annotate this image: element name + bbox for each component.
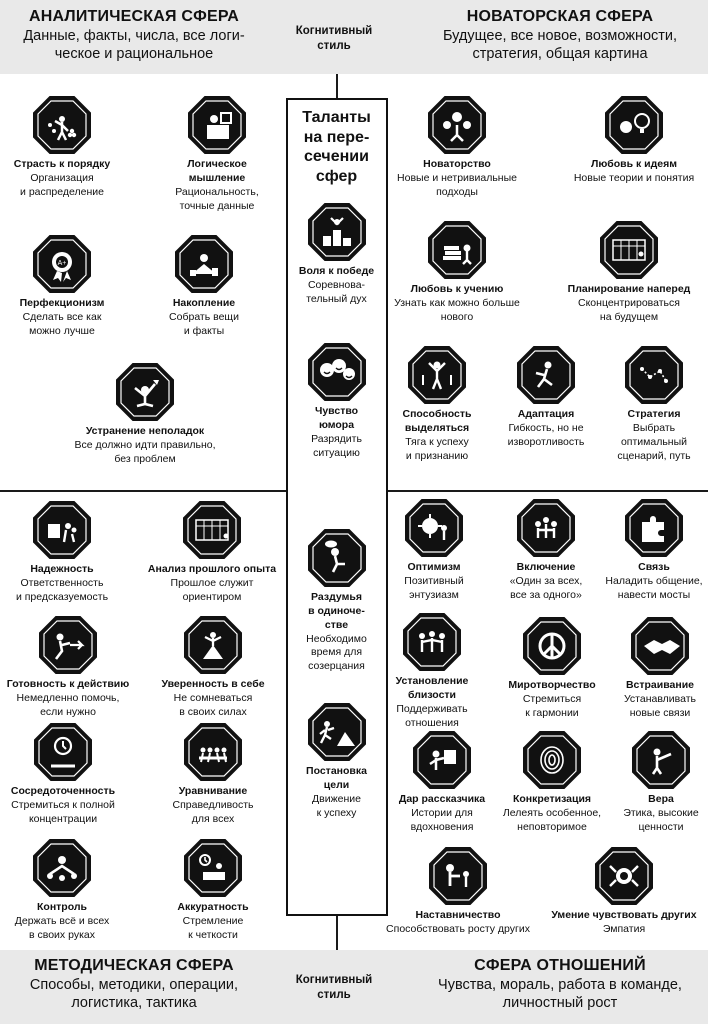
talent-desc: без проблем (114, 452, 176, 465)
horizontal-axis-right (388, 490, 708, 492)
relations-talent (496, 730, 608, 835)
talent-name: Надежность (30, 563, 94, 575)
inclusion-icon-wrap (516, 498, 576, 558)
talent-name: Перфекционизм (19, 297, 105, 309)
adapt-icon (516, 345, 576, 405)
smiley-faces-icon-wrap (307, 342, 367, 402)
focus-icon (33, 722, 93, 782)
smiley-faces-icon (307, 342, 367, 402)
innovative-talent (496, 345, 596, 450)
equality-icon (183, 722, 243, 782)
svg-text:A+: A+ (57, 260, 67, 267)
relations-talent (390, 498, 478, 603)
talent-desc: Узнать как можно больше (394, 296, 520, 309)
relations-sphere-title: СФЕРА ОТНОШЕНИЙ (474, 957, 646, 974)
talent-desc: в своих руках (29, 928, 95, 941)
talent-desc: если нужно (40, 705, 96, 718)
talent-name: выделяться (404, 421, 470, 434)
peace-icon (522, 616, 582, 676)
talent-desc: неповторимое (517, 820, 587, 833)
talent-desc: концентрации (28, 812, 98, 825)
methodical-talent (0, 615, 136, 720)
talent-name: Дар рассказчика (398, 793, 486, 805)
accuracy-icon (183, 838, 243, 898)
analytic-sphere-title: АНАЛИТИЧЕСКАЯ СФЕРА (28, 8, 240, 25)
thinking-person-icon (307, 528, 367, 588)
idea-icon (604, 95, 664, 155)
talent-desc: в своих силах (179, 705, 247, 718)
talent-desc: Немедленно помочь, (16, 691, 120, 704)
confidence-icon-wrap (183, 615, 243, 675)
talent-desc: и факты (183, 324, 225, 337)
talent-desc: Устанавливать (623, 692, 697, 705)
talent-name: Чувство (314, 405, 359, 417)
analytic-talent (50, 362, 240, 467)
reliability-icon (32, 500, 92, 560)
relations-talent (496, 498, 596, 603)
talent-desc: Не сомневаться (173, 691, 253, 704)
talent-name: Связь (638, 561, 670, 573)
action-icon (38, 615, 98, 675)
books-icon (427, 220, 487, 280)
cognitive-style-top-line1: Когнитивный (295, 25, 373, 37)
methodical-talent (140, 838, 286, 943)
methodical-talent (0, 500, 124, 605)
cognitive-style-top (284, 24, 384, 54)
relations-talent (614, 730, 708, 835)
handshake-icon (630, 616, 690, 676)
talent-desc: новые связи (629, 706, 691, 719)
podium-icon (307, 202, 367, 262)
talent-desc: на будущем (599, 310, 659, 323)
methodical-talent (0, 838, 124, 943)
talent-name: Планирование наперед (567, 283, 691, 295)
order-icon (32, 95, 92, 155)
talent-desc: Рациональность, (175, 185, 259, 198)
bulbs-icon-wrap (427, 95, 487, 155)
talent-desc: сценарий, путь (617, 449, 691, 462)
accuracy-icon-wrap (183, 838, 243, 898)
puzzle-icon (624, 498, 684, 558)
talent-desc: Новые теории и понятия (573, 171, 695, 184)
analytic-talent (0, 234, 124, 339)
talent-name: Страсть к порядку (13, 158, 111, 170)
talent-name: Вера (648, 793, 674, 805)
talent-desc: ситуацию (313, 446, 360, 459)
talent-desc: Сделать все как (22, 310, 102, 323)
innovative-sphere-header (412, 7, 708, 63)
analytic-sphere-header (0, 7, 268, 63)
talent-name: Конкретизация (512, 793, 592, 805)
strategy-icon-wrap (624, 345, 684, 405)
talent-desc: ориентиром (182, 590, 242, 603)
relations-sphere-footer (412, 956, 708, 1012)
talent-name: Умение чувствовать других (551, 909, 697, 921)
relations-talent (390, 730, 494, 835)
talent-name: Наставничество (415, 909, 501, 921)
fingerprint-icon-wrap (522, 730, 582, 790)
talent-name: Сосредоточенность (10, 785, 116, 797)
talent-desc: время для (310, 646, 363, 659)
talent-desc: Выбрать (632, 421, 676, 434)
standout-icon-wrap (407, 345, 467, 405)
talent-desc: Стремиться (522, 692, 582, 705)
talent-name: Миротворчество (508, 679, 596, 691)
talent-desc: Поддерживать (396, 702, 468, 715)
talent-desc: отношения (405, 716, 459, 729)
calendar-icon-wrap (599, 220, 659, 280)
optimism-icon-wrap (404, 498, 464, 558)
talent-desc: Тяга к успеху (405, 435, 469, 448)
order-icon-wrap (32, 95, 92, 155)
mentor-icon-wrap (428, 846, 488, 906)
relations-talent (390, 612, 474, 730)
talent-name: Накопление (172, 297, 236, 309)
talent-desc: тельный дух (306, 292, 367, 305)
mentor-icon (428, 846, 488, 906)
talent-desc: и предсказуемость (15, 590, 109, 603)
collection-icon (174, 234, 234, 294)
history-calendar-icon-wrap (182, 500, 242, 560)
talent-desc: к четкости (188, 928, 238, 941)
intersection-talent (288, 342, 385, 460)
talent-desc: Прошлое служит (170, 576, 254, 589)
talent-desc: и распределение (20, 185, 104, 198)
relations-talent (540, 846, 708, 937)
analytic-talent (158, 95, 276, 213)
analytic-talent (0, 95, 124, 200)
talent-desc: «Один за всех, (509, 574, 583, 587)
empathy-icon-wrap (594, 846, 654, 906)
cognitive-style-bottom-line2: стиль (317, 988, 351, 1001)
talent-desc: Организация (30, 171, 94, 184)
talent-name: Встраивание (625, 679, 695, 691)
innovative-talent (390, 220, 524, 325)
vertical-axis-bottom (336, 916, 338, 950)
talent-desc: подходы (436, 185, 478, 198)
equality-icon-wrap (183, 722, 243, 782)
intersection-talent (288, 702, 385, 820)
innovative-talent (390, 345, 484, 463)
talent-desc: для всех (191, 812, 235, 825)
talent-name: Стратегия (627, 408, 681, 420)
innovative-sphere-desc-line2: стратегия, общая картина (472, 46, 648, 63)
talent-name: в одиноче- (308, 604, 365, 617)
talent-desc: Эмпатия (602, 922, 646, 935)
talent-desc: и признанию (405, 449, 469, 462)
talent-name: Способность (402, 408, 472, 420)
talent-desc: созерцания (308, 660, 365, 673)
talent-desc: навести мосты (617, 588, 691, 601)
talent-desc: Разрядить (311, 432, 362, 445)
talent-desc: Справедливость (172, 798, 254, 811)
analytic-sphere-desc-line2: ческое и рациональное (54, 46, 214, 63)
talent-desc: нового (440, 310, 474, 323)
talent-name: юмора (318, 418, 355, 431)
strategy-icon (624, 345, 684, 405)
inclusion-icon (516, 498, 576, 558)
medal-icon-wrap (32, 234, 92, 294)
intersection-title (288, 108, 385, 186)
talent-desc: Этика, высокие (623, 806, 699, 819)
logic-icon-wrap (187, 95, 247, 155)
talent-name: стве (324, 618, 349, 631)
intersection-title-line4: сфер (315, 167, 358, 185)
talent-desc: Лелеять особенное, (502, 806, 602, 819)
idea-icon-wrap (604, 95, 664, 155)
intersection-title-line2: на пере- (303, 128, 370, 146)
reliability-icon-wrap (32, 500, 92, 560)
adapt-icon-wrap (516, 345, 576, 405)
talent-desc: к гармонии (525, 706, 579, 719)
calendar-icon (599, 220, 659, 280)
confidence-icon (183, 615, 243, 675)
innovative-sphere-title: НОВАТОРСКАЯ СФЕРА (466, 8, 654, 25)
methodical-sphere-title: МЕТОДИЧЕСКАЯ СФЕРА (34, 957, 234, 974)
talent-desc: Новые и нетривиальные (397, 171, 517, 184)
thinking-person-icon-wrap (307, 528, 367, 588)
action-icon-wrap (38, 615, 98, 675)
talent-desc: Держать всё и всех (14, 914, 110, 927)
talent-desc: Способствовать росту других (386, 922, 530, 935)
bulbs-icon (427, 95, 487, 155)
talent-desc: Ответственность (20, 576, 104, 589)
innovative-talent (600, 345, 708, 463)
methodical-talent (140, 615, 286, 720)
methodical-talent (140, 500, 284, 605)
talent-desc: энтузиазм (409, 588, 459, 601)
talent-name: Логическое (187, 158, 247, 170)
optimism-icon (404, 498, 464, 558)
talent-desc: оптимальный (620, 435, 688, 448)
intersection-talent (288, 528, 385, 674)
talent-desc: Стремление (182, 914, 244, 927)
talent-name: Аккуратность (177, 901, 249, 913)
talent-desc: Наладить общение, (605, 574, 703, 587)
talent-name: Оптимизм (407, 561, 461, 573)
intersection-talent (288, 202, 385, 307)
medal-icon (32, 234, 92, 294)
innovative-sphere-desc-line1: Будущее, все новое, возможности, (442, 28, 678, 44)
talent-name: Любовь к идеям (591, 158, 677, 170)
logic-icon (187, 95, 247, 155)
talent-name: Воля к победе (298, 265, 375, 277)
talent-desc: Соревнова- (307, 278, 366, 291)
talent-desc: Сконцентрироваться (578, 296, 680, 309)
talent-desc: Позитивный (404, 574, 464, 587)
relations-talent (614, 616, 706, 721)
analytic-talent (145, 234, 263, 339)
innovative-talent (390, 95, 524, 200)
talent-name: цели (323, 778, 350, 791)
vertical-axis-top (336, 74, 338, 98)
talent-name: Установление (395, 675, 469, 687)
talent-name: Уверенность в себе (161, 678, 265, 690)
storyteller-icon-wrap (412, 730, 472, 790)
cognitive-style-bottom (284, 973, 384, 1003)
history-calendar-icon (182, 500, 242, 560)
repair-icon-wrap (115, 362, 175, 422)
methodical-sphere-desc-line2: логистика, тактика (71, 995, 197, 1012)
talent-name: Готовность к действию (6, 678, 130, 690)
relations-talent (375, 846, 541, 937)
relations-sphere-desc-line1: Чувства, мораль, работа в команде, (438, 977, 682, 993)
analytic-sphere-desc-line1: Данные, факты, числа, все логи- (23, 28, 245, 44)
talent-name: Включение (516, 561, 576, 573)
methodical-talent (140, 722, 286, 827)
innovative-talent (550, 220, 708, 325)
intersection-title-line3: сечении (304, 148, 369, 166)
talent-desc: Собрать вещи (169, 310, 239, 323)
fingerprint-icon (522, 730, 582, 790)
books-icon-wrap (427, 220, 487, 280)
talent-name: Любовь к учению (410, 283, 504, 295)
runner-mountain-icon-wrap (307, 702, 367, 762)
cognitive-style-top-line2: стиль (317, 39, 351, 52)
closeness-icon (402, 612, 462, 672)
cognitive-style-bottom-line1: Когнитивный (295, 974, 373, 986)
focus-icon-wrap (33, 722, 93, 782)
talent-desc: можно лучше (29, 324, 95, 337)
talent-name: Раздумья (311, 591, 362, 603)
talent-desc: вдохновения (410, 820, 474, 833)
talent-name: Адаптация (517, 408, 575, 420)
storyteller-icon (412, 730, 472, 790)
talent-desc: ценности (638, 820, 684, 833)
relations-talent (600, 498, 708, 603)
control-icon-wrap (32, 838, 92, 898)
talent-name: Анализ прошлого опыта (147, 563, 277, 575)
talent-desc: Стремиться к полной (11, 798, 115, 811)
faith-icon-wrap (631, 730, 691, 790)
collection-icon-wrap (174, 234, 234, 294)
faith-icon (631, 730, 691, 790)
puzzle-icon-wrap (624, 498, 684, 558)
methodical-talent (0, 722, 126, 827)
horizontal-axis-left (0, 490, 286, 492)
podium-icon-wrap (307, 202, 367, 262)
empathy-icon (594, 846, 654, 906)
innovative-talent (560, 95, 708, 186)
relations-sphere-desc-line2: личностный рост (502, 995, 618, 1012)
closeness-icon-wrap (402, 612, 462, 672)
handshake-icon-wrap (630, 616, 690, 676)
talent-name: Устранение неполадок (85, 425, 205, 437)
talent-desc: изворотливость (507, 435, 585, 448)
talent-desc: Движение (312, 792, 361, 805)
talent-desc: все за одного» (510, 588, 582, 601)
relations-talent (496, 616, 608, 721)
methodical-sphere-footer (0, 956, 268, 1012)
talent-name: близости (407, 688, 457, 701)
intersection-title-line1: Таланты (302, 109, 371, 126)
standout-icon (407, 345, 467, 405)
talent-desc: Все должно идти правильно, (74, 438, 216, 451)
talent-desc: Истории для (411, 806, 473, 819)
control-icon (32, 838, 92, 898)
talent-name: Новаторство (423, 158, 491, 170)
talent-name: мышление (188, 171, 246, 184)
talent-desc: к успеху (316, 806, 357, 819)
talent-desc: Гибкость, но не (508, 421, 584, 434)
talent-name: Постановка (306, 765, 367, 777)
peace-icon-wrap (522, 616, 582, 676)
talent-desc: Необходимо (306, 632, 367, 645)
runner-mountain-icon (307, 702, 367, 762)
methodical-sphere-desc-line1: Способы, методики, операции, (29, 977, 239, 993)
talent-name: Контроль (37, 901, 87, 913)
talent-desc: точные данные (179, 199, 255, 212)
repair-icon (115, 362, 175, 422)
talent-name: Уравнивание (178, 785, 248, 797)
